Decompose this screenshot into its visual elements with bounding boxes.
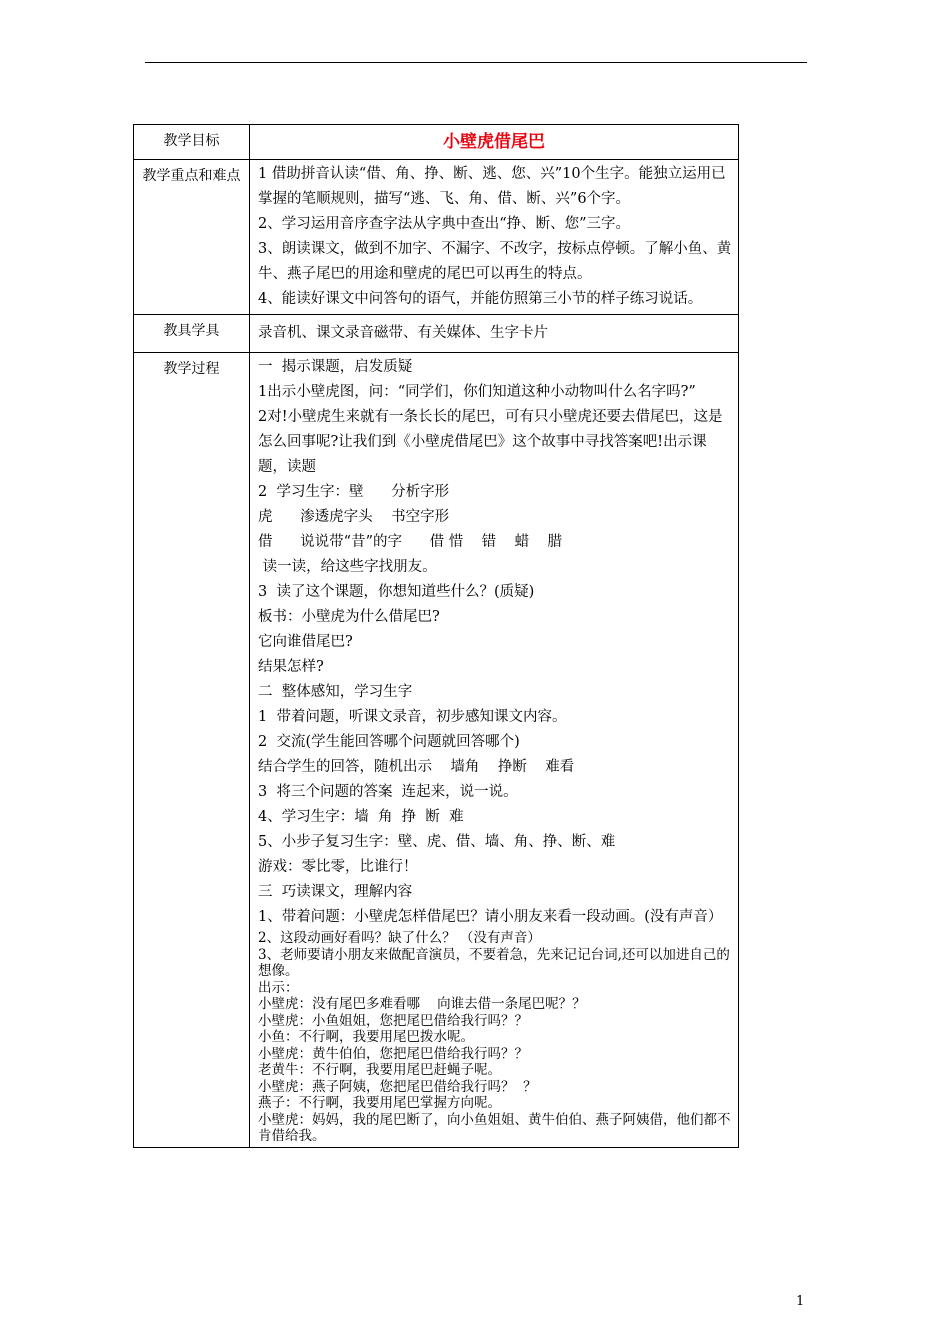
label-key-points: 教学重点和难点 [134, 160, 250, 315]
key-point-line: 4、能读好课文中问答句的语气，并能仿照第三小节的样子练习说话。 [258, 291, 703, 307]
row-key-points [134, 160, 739, 315]
process-line: 4、学习生字：墙 角 挣 断 难 [258, 809, 464, 825]
label-teaching-goal: 教学目标 [134, 125, 250, 160]
process-line: 一 揭示课题，启发质疑 [258, 359, 413, 375]
dialogue-line: 小壁虎：燕子阿姨，您把尾巴借给我行吗？ ？ [258, 1078, 537, 1095]
lesson-plan-table [133, 124, 739, 1148]
dialogue-line: 小壁虎：小鱼姐姐，您把尾巴借给我行吗？？ [258, 1012, 528, 1029]
process-line: 1出示小壁虎图，问：“同学们，你们知道这种小动物叫什么名字吗?” [258, 384, 696, 400]
process-line: 虎 渗透虎字头 书空字形 [258, 509, 450, 525]
row-teaching-tools [134, 315, 739, 353]
process-line: 它向谁借尾巴? [258, 634, 353, 650]
header-rule [145, 62, 807, 63]
process-line: 2对!小壁虎生来就有一条长长的尾巴，可有只小壁虎还要去借尾巴，这是怎么回事呢?让我们到《小壁虎借尾巴》这个故事中寻找答案吧!出示课题，读题 [258, 409, 723, 475]
label-teaching-tools: 教具学具 [134, 315, 250, 353]
process-line: 游戏：零比零，比谁行！ [258, 859, 418, 875]
key-point-line: 3、朗读课文，做到不加字、不漏字、不改字，按标点停顿。了解小鱼、黄牛、燕子尾巴的用途和壁虎的尾巴可以再生的特点。 [258, 241, 732, 282]
teaching-process-content [250, 353, 739, 1148]
process-line: 读一读，给这些字找朋友。 [258, 559, 437, 575]
key-points-content [250, 160, 739, 315]
process-line: 结果怎样? [258, 659, 324, 675]
process-line: 板书：小壁虎为什么借尾巴? [258, 609, 440, 625]
process-line: 1、带着问题：小壁虎怎样借尾巴？请小朋友来看一段动画。(没有声音） [258, 909, 723, 925]
dialogue-line: 老黄牛：不行啊，我要用尾巴赶蝇子呢。 [258, 1062, 501, 1078]
dialogue-line: 燕子：不行啊，我要用尾巴掌握方向呢。 [258, 1095, 501, 1111]
process-line: 3 将三个问题的答案 连起来，说一说。 [258, 784, 518, 800]
row-teaching-goal [134, 125, 739, 160]
dialogue-line: 出示： [258, 979, 299, 996]
process-line: 二 整体感知，学习生字 [258, 684, 413, 700]
process-line: 三 巧读课文，理解内容 [258, 884, 413, 900]
dialogue-line: 小壁虎：妈妈，我的尾巴断了，向小鱼姐姐、黄牛伯伯、燕子阿姨借，他们都不肯借给我。 [258, 1111, 731, 1144]
process-line: 借 说说带“昔”的字 借 惜 错 蜡 腊 [258, 534, 563, 550]
key-point-line: 2、学习运用音序查字法从字典中查出“挣、断、您”三字。 [258, 216, 631, 232]
process-line: 2 学习生字：壁 分析字形 [258, 484, 450, 500]
teaching-tools-content: 录音机、课文录音磁带、有关媒体、生字卡片 [250, 315, 739, 353]
process-line: 2 交流(学生能回答哪个问题就回答哪个) [258, 734, 520, 750]
key-point-line: 1 借助拼音认读“借、角、挣、断、逃、您、兴”10个生字。能独立运用已掌握的笔顺规则，描写“逃、飞、角、借、断、兴”6个字。 [258, 166, 726, 207]
dialogue-line: 2、这段动画好看吗？缺了什么？ （没有声音） [258, 930, 541, 946]
dialogue-line: 3、老师要请小朋友来做配音演员，不要着急，先来记记台词,还可以加进自己的想像。 [258, 946, 730, 979]
lesson-title: 小壁虎借尾巴 [250, 125, 739, 160]
dialogue-line: 小鱼：不行啊，我要用尾巴拨水呢。 [258, 1029, 474, 1045]
process-line: 3 读了这个课题，你想知道些什么？(质疑) [258, 584, 535, 600]
process-line: 结合学生的回答，随机出示 墙角 挣断 难看 [258, 759, 575, 775]
label-teaching-process: 教学过程 [134, 353, 250, 1148]
process-line: 5、小步子复习生字：壁、虎、借、墙、角、挣、断、难 [258, 834, 616, 850]
row-teaching-process [134, 353, 739, 1148]
page-number: 1 [796, 1294, 805, 1309]
dialogue-line: 小壁虎：没有尾巴多难看哪 向谁去借一条尾巴呢？？ [258, 996, 586, 1012]
dialogue-line: 小壁虎：黄牛伯伯，您把尾巴借给我行吗？？ [258, 1045, 528, 1062]
process-line: 1 带着问题，听课文录音，初步感知课文内容。 [258, 709, 567, 725]
